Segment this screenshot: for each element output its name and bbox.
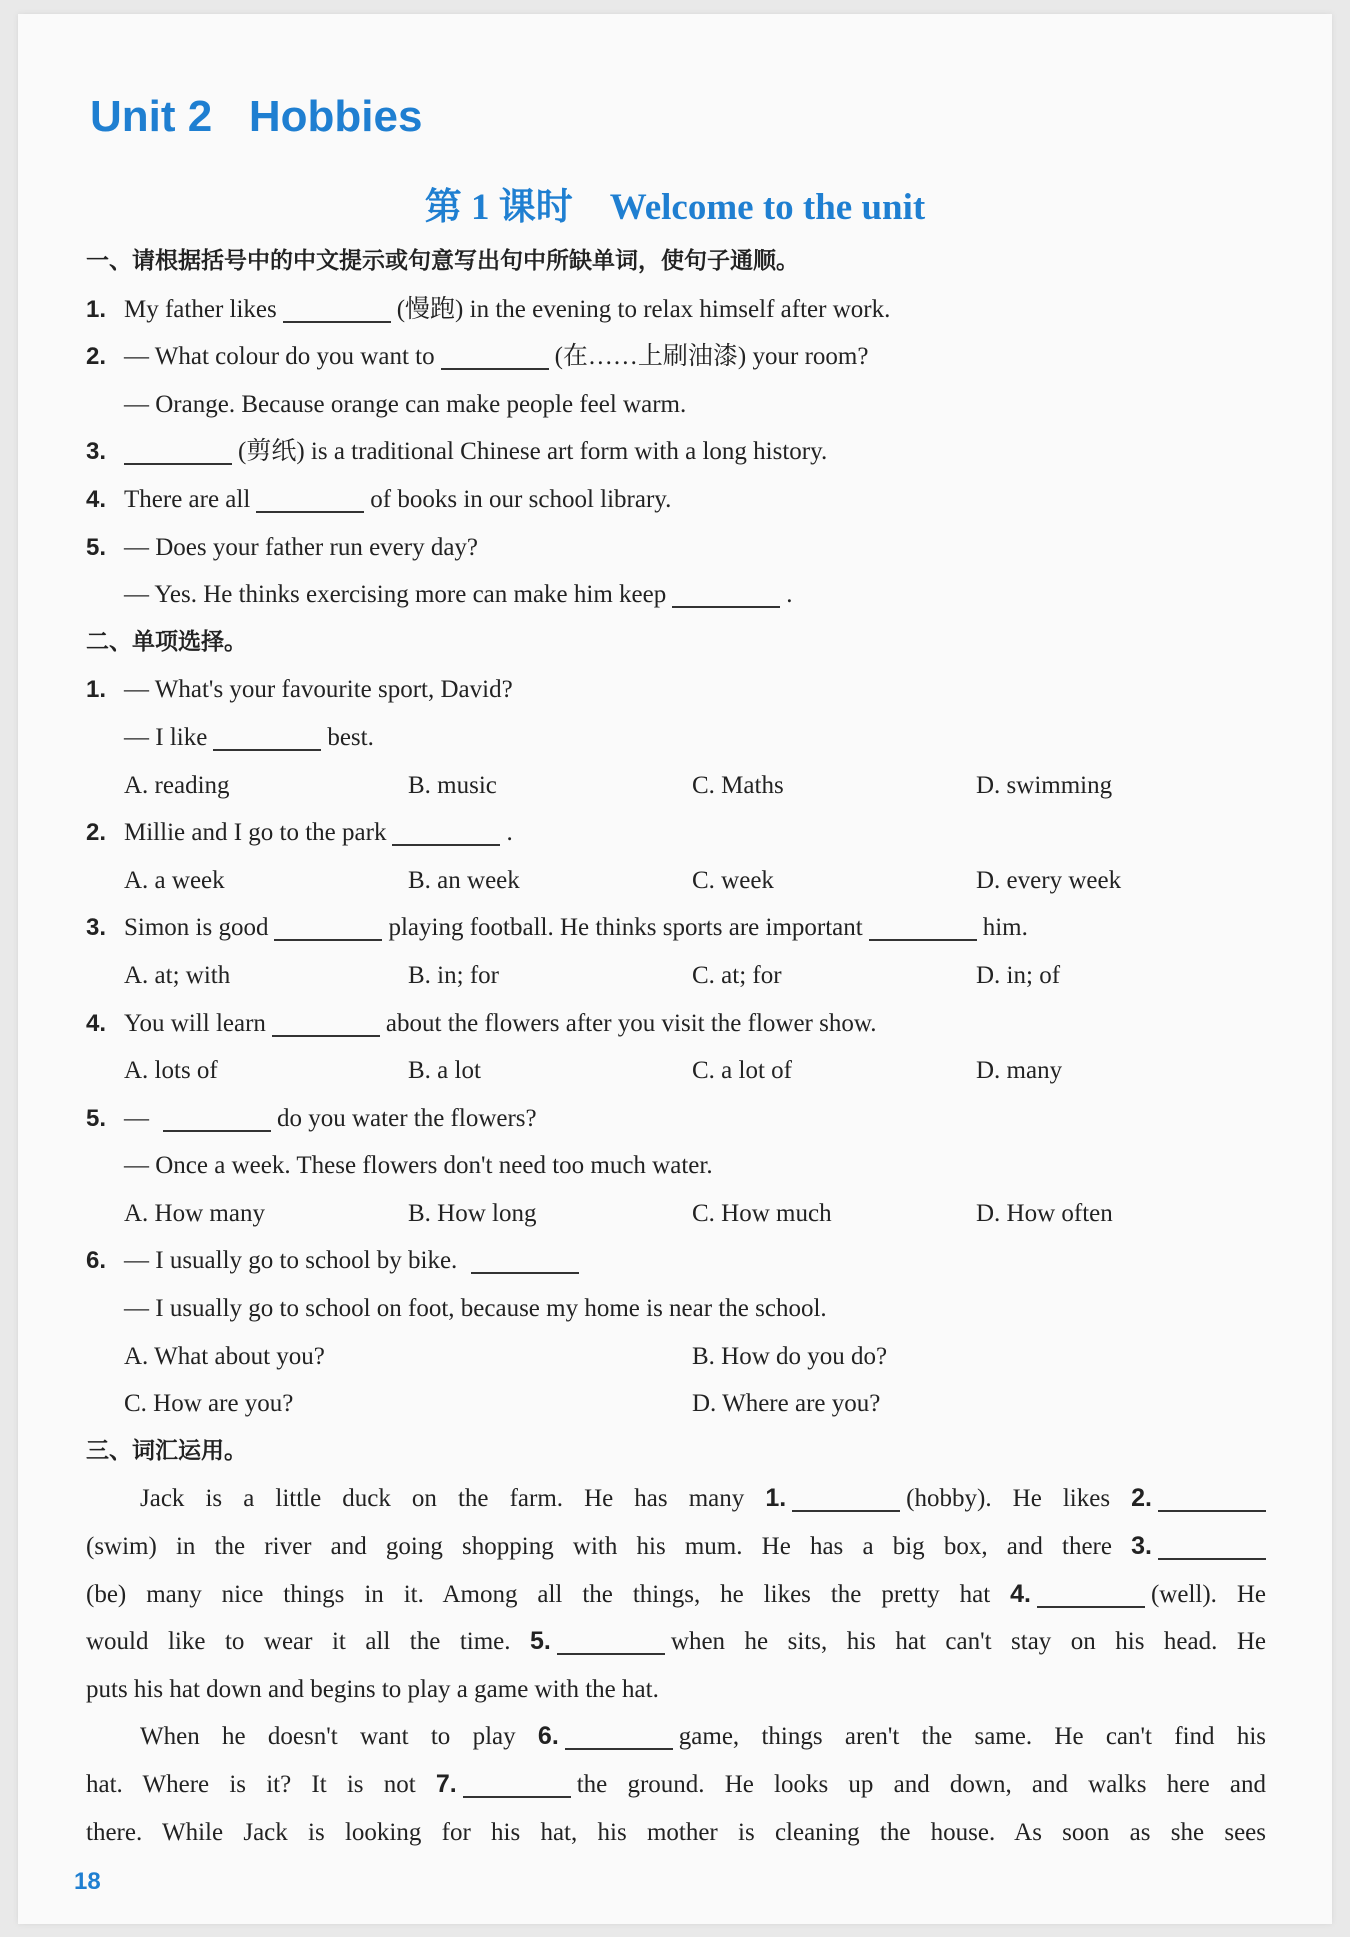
s1-item-2 bbox=[86, 333, 1266, 381]
item-text: . bbox=[786, 581, 793, 609]
option-b[interactable]: B. music bbox=[408, 771, 497, 799]
option-d[interactable]: D. How often bbox=[976, 1199, 1113, 1227]
s2-q5-line2: — Once a week. These flowers don't need too much water. bbox=[124, 1152, 713, 1180]
option-b[interactable]: B. an week bbox=[408, 866, 520, 894]
option-b[interactable]: B. How do you do? bbox=[692, 1342, 888, 1370]
passage-line bbox=[86, 1523, 1266, 1571]
s1-item-3 bbox=[86, 428, 1266, 476]
item-number: 3. bbox=[86, 438, 107, 466]
answer-blank[interactable] bbox=[1037, 1606, 1145, 1608]
unit-title: Unit 2 Hobbies bbox=[90, 92, 423, 141]
passage-line bbox=[86, 1571, 1266, 1619]
blank-number: 5. bbox=[530, 1627, 551, 1656]
passage-text: (hobby). He likes bbox=[906, 1485, 1111, 1513]
item-number: 1. bbox=[86, 295, 107, 323]
answer-blank[interactable] bbox=[565, 1748, 673, 1750]
passage-line: puts his hat down and begins to play a game with the hat. bbox=[86, 1675, 659, 1703]
blank-number: 7. bbox=[435, 1770, 457, 1798]
blank-number: 2. bbox=[1131, 1484, 1152, 1513]
item-text: (慢跑) in the evening to relax himself after work. bbox=[396, 295, 891, 323]
answer-blank[interactable] bbox=[792, 1510, 900, 1512]
item-text: — What's your favourite sport, David? bbox=[124, 676, 513, 704]
blank-number: 1. bbox=[765, 1484, 787, 1513]
s2-q1-options bbox=[86, 762, 1266, 810]
s2-q5 bbox=[86, 1095, 1266, 1143]
answer-blank[interactable] bbox=[441, 368, 549, 370]
option-c[interactable]: C. at; for bbox=[692, 961, 782, 989]
item-number: 4. bbox=[86, 485, 107, 513]
passage-text: When he doesn't want to play bbox=[140, 1723, 516, 1751]
item-number: 4. bbox=[86, 1009, 107, 1037]
s1-item-4 bbox=[86, 476, 1266, 524]
answer-blank[interactable] bbox=[124, 463, 232, 465]
answer-blank[interactable] bbox=[557, 1653, 665, 1655]
s1-item-5-reply bbox=[86, 571, 1266, 619]
item-number: 2. bbox=[86, 343, 107, 371]
item-text: — Yes. He thinks exercising more can make him keep bbox=[124, 581, 667, 609]
passage-text: (swim) in the river and going shopping with his mum. He has a big box, and there bbox=[86, 1533, 1112, 1561]
s2-q4 bbox=[86, 1000, 1266, 1048]
option-b[interactable]: B. a lot bbox=[408, 1057, 481, 1085]
option-a[interactable]: A. What about you? bbox=[124, 1342, 325, 1370]
answer-blank[interactable] bbox=[274, 939, 382, 941]
answer-blank[interactable] bbox=[213, 749, 321, 751]
s2-q4-options bbox=[86, 1047, 1266, 1095]
passage-text: game, things aren't the same. He can't find his bbox=[678, 1723, 1267, 1751]
blank-number: 3. bbox=[1131, 1532, 1153, 1561]
s2-q6-options-row2 bbox=[86, 1380, 1266, 1428]
item-text: — I like bbox=[124, 723, 208, 751]
page-number: 18 bbox=[74, 1868, 101, 1895]
item-text: best. bbox=[327, 723, 374, 751]
s2-q3-options bbox=[86, 952, 1266, 1000]
option-c[interactable]: C. How are you? bbox=[124, 1390, 294, 1418]
answer-blank[interactable] bbox=[256, 511, 364, 513]
passage-text: when he sits, his hat can't stay on his head. He bbox=[670, 1628, 1267, 1656]
item-text: playing football. He thinks sports are important bbox=[388, 914, 863, 942]
passage-text: hat. Where is it? It is not bbox=[86, 1771, 416, 1798]
option-a[interactable]: A. How many bbox=[124, 1199, 265, 1227]
worksheet-page bbox=[18, 14, 1332, 1924]
item-text: (剪纸) is a traditional Chinese art form with a long history. bbox=[238, 438, 828, 466]
s1-item-1 bbox=[86, 286, 1266, 334]
section1-heading: 一、请根据括号中的中文提示或句意写出句中所缺单词，使句子通顺。 bbox=[86, 248, 799, 274]
s2-q6 bbox=[86, 1237, 1266, 1285]
answer-blank[interactable] bbox=[272, 1035, 380, 1037]
item-text: Simon is good bbox=[124, 914, 269, 942]
section3-heading: 三、词汇运用。 bbox=[86, 1437, 247, 1464]
s1-item-5 bbox=[86, 524, 1266, 572]
option-d[interactable]: D. in; of bbox=[976, 961, 1061, 989]
option-a[interactable]: A. lots of bbox=[124, 1057, 218, 1085]
item-text: of books in our school library. bbox=[370, 485, 672, 513]
item-text: do you water the flowers? bbox=[277, 1104, 537, 1132]
option-c[interactable]: C. Maths bbox=[692, 771, 784, 799]
answer-blank[interactable] bbox=[463, 1796, 571, 1798]
item-text: Millie and I go to the park bbox=[124, 819, 387, 847]
answer-blank[interactable] bbox=[283, 321, 391, 323]
passage-text: (well). He bbox=[1150, 1580, 1267, 1608]
option-c[interactable]: C. How much bbox=[692, 1199, 832, 1227]
item-text: — bbox=[124, 1104, 149, 1132]
item-number: 5. bbox=[86, 533, 107, 561]
item-text: There are all bbox=[124, 485, 251, 513]
s2-q6-options-row1 bbox=[86, 1333, 1266, 1381]
item-number: 1. bbox=[86, 676, 107, 704]
answer-blank[interactable] bbox=[869, 939, 977, 941]
option-a[interactable]: A. at; with bbox=[124, 961, 231, 989]
passage-line bbox=[86, 1713, 1266, 1761]
blank-number: 6. bbox=[537, 1722, 559, 1751]
passage-text: (be) many nice things in it. Among all the things, he likes the pretty hat bbox=[86, 1580, 991, 1608]
item-text: — Does your father run every day? bbox=[124, 533, 479, 561]
option-b[interactable]: B. in; for bbox=[408, 961, 499, 989]
item-number: 6. bbox=[86, 1247, 107, 1275]
answer-blank[interactable] bbox=[163, 1130, 271, 1132]
option-a[interactable]: A. reading bbox=[124, 771, 230, 799]
s2-q6-line2: — I usually go to school on foot, because my home is near the school. bbox=[124, 1295, 827, 1323]
passage-text: the ground. He looks up and down, and walks here and bbox=[576, 1771, 1266, 1798]
item-text: about the flowers after you visit the flower show. bbox=[385, 1009, 877, 1037]
s2-q1-line2 bbox=[86, 714, 1266, 762]
option-b[interactable]: B. How long bbox=[408, 1199, 537, 1227]
answer-blank[interactable] bbox=[471, 1272, 579, 1274]
answer-blank[interactable] bbox=[392, 844, 500, 846]
option-c[interactable]: C. a lot of bbox=[692, 1057, 792, 1085]
item-text: My father likes bbox=[124, 295, 277, 323]
item-text: — I usually go to school by bike. bbox=[124, 1247, 458, 1275]
item-text: him. bbox=[982, 914, 1028, 942]
worksheet-content bbox=[86, 238, 1266, 1856]
option-d[interactable]: D. every week bbox=[976, 866, 1122, 894]
s1-item-2-reply: — Orange. Because orange can make people feel warm. bbox=[124, 390, 687, 418]
s2-q3 bbox=[86, 904, 1266, 952]
passage-text: Jack is a little duck on the farm. He has many bbox=[140, 1485, 745, 1513]
option-d[interactable]: D. Where are you? bbox=[692, 1390, 881, 1418]
item-text: You will learn bbox=[124, 1009, 266, 1037]
item-text: . bbox=[506, 819, 513, 847]
answer-blank[interactable] bbox=[1158, 1510, 1266, 1512]
passage-line bbox=[86, 1475, 1266, 1523]
item-number: 2. bbox=[86, 819, 107, 847]
lesson-title: 第 1 课时 Welcome to the unit bbox=[424, 187, 926, 228]
option-d[interactable]: D. many bbox=[976, 1057, 1063, 1085]
passage-line bbox=[86, 1761, 1266, 1809]
option-d[interactable]: D. swimming bbox=[976, 771, 1113, 799]
answer-blank[interactable] bbox=[672, 606, 780, 608]
s2-q5-options bbox=[86, 1190, 1266, 1238]
item-number: 5. bbox=[86, 1104, 107, 1132]
option-a[interactable]: A. a week bbox=[124, 866, 225, 894]
blank-number: 4. bbox=[1010, 1579, 1031, 1608]
section2-heading: 二、单项选择。 bbox=[86, 628, 247, 655]
s2-q2 bbox=[86, 809, 1266, 857]
item-text: — What colour do you want to bbox=[124, 343, 435, 371]
answer-blank[interactable] bbox=[1158, 1558, 1266, 1560]
passage-line bbox=[86, 1618, 1266, 1666]
s2-q2-options bbox=[86, 857, 1266, 905]
passage-text: would like to wear it all the time. bbox=[86, 1628, 511, 1656]
option-c[interactable]: C. week bbox=[692, 866, 774, 894]
s2-q1 bbox=[86, 666, 1266, 714]
item-number: 3. bbox=[86, 914, 107, 942]
item-text: (在……上刷油漆) your room? bbox=[554, 343, 869, 371]
passage-line: there. While Jack is looking for his hat, his mother is cleaning the house. As soon as she sees bbox=[86, 1818, 1266, 1846]
